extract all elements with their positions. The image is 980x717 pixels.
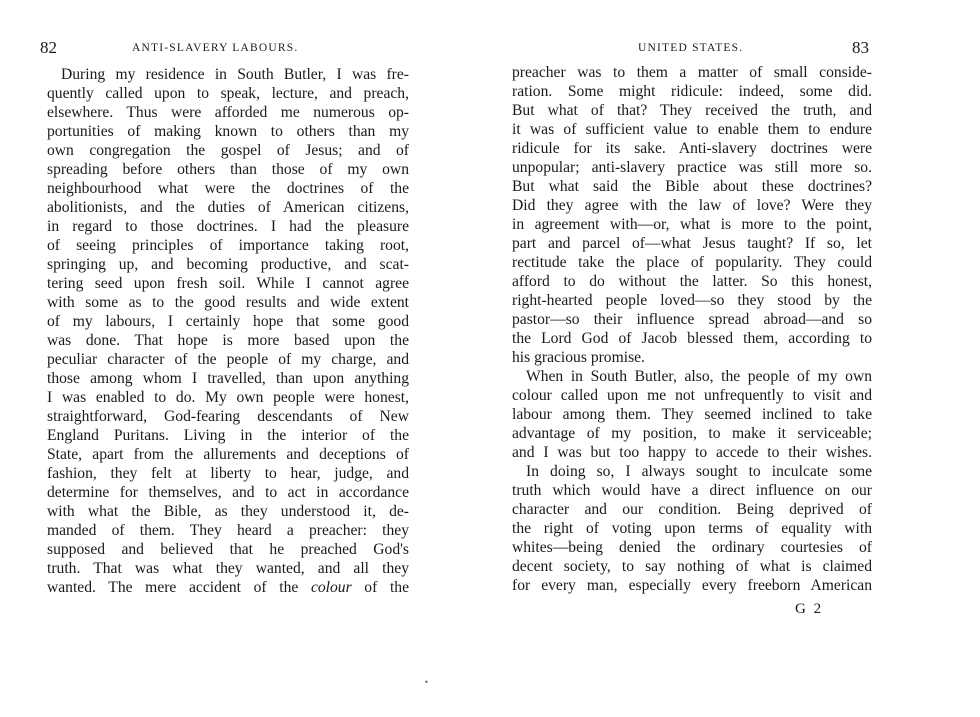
text-line: character and our condition. Being deprived of — [512, 501, 872, 518]
italic-word: colour — [310, 579, 352, 596]
text-line: truth which would have a direct influence on our — [512, 482, 872, 499]
left-body-text — [47, 65, 409, 597]
text-line: with some as to the good results and wide extent — [47, 294, 409, 311]
text-line: own congregation the gospel of Jesus; and of — [47, 142, 409, 159]
last-line-end: of the — [351, 579, 409, 596]
text-line: advantage of my position, to make it serviceable; — [512, 425, 872, 442]
text-line: was done. That hope is more based upon the — [47, 332, 409, 349]
text-line: tering seed upon fresh soil. While I cannot agree — [47, 275, 409, 292]
text-line: in regard to those doctrines. I had the pleasure — [47, 218, 409, 235]
text-line: manded of them. They heard a preacher: they — [47, 522, 409, 539]
text-line: During my residence in South Butler, I was fre- — [61, 66, 409, 83]
text-line: part and parcel of—what Jesus taught? If so, let — [512, 235, 872, 252]
text-line: it was of sufficient value to enable them to endure — [512, 121, 872, 138]
text-line: fashion, they felt at liberty to hear, judge, and — [47, 465, 409, 482]
text-line: State, apart from the allurements and deceptions of — [47, 446, 409, 463]
signature-mark: G 2 — [795, 601, 824, 617]
text-line: When in South Butler, also, the people of my own — [526, 368, 872, 385]
text-line: pastor—so their influence spread abroad—and so — [512, 311, 872, 328]
right-page-number: 83 — [852, 38, 869, 57]
text-line: determine for themselves, and to act in accordance — [47, 484, 409, 501]
text-line: ridicule for its sake. Anti-slavery doctrines were — [512, 140, 872, 157]
text-line: spreading before others than those of my own — [47, 161, 409, 178]
text-line: peculiar character of the people of my charge, and — [47, 351, 409, 368]
text-line: labour among them. They seemed inclined to take — [512, 406, 872, 423]
text-line: right-hearted people loved—so they stood by the — [512, 292, 872, 309]
text-line: In doing so, I always sought to inculcate some — [526, 463, 872, 480]
text-line: preacher was to them a matter of small conside- — [512, 64, 872, 81]
text-line: the right of voting upon terms of equality with — [512, 520, 872, 537]
text-line: England Puritans. Living in the interior of the — [47, 427, 409, 444]
last-line-start: wanted. The mere accident of the — [47, 579, 311, 596]
text-line — [47, 578, 409, 597]
text-line: afford to do without the latter. So this honest, — [512, 273, 872, 290]
right-body-text — [512, 63, 872, 595]
text-line: ration. Some might ridicule: indeed, some did. — [512, 83, 872, 100]
text-line: decent society, to say nothing of what is claimed — [512, 558, 872, 575]
text-line: in agreement with—or, what is more to the point, — [512, 216, 872, 233]
right-page — [490, 0, 980, 717]
text-line: the Lord God of Jacob blessed them, according to — [512, 330, 872, 347]
text-line: unpopular; anti-slavery practice was still more so. — [512, 159, 872, 176]
text-line: whites—being denied the ordinary courtesies of — [512, 539, 872, 556]
right-running-head: UNITED STATES. — [638, 42, 744, 54]
text-line: I was enabled to do. My own people were honest, — [47, 389, 409, 406]
text-line: for every man, especially every freeborn American — [512, 577, 872, 594]
text-line: of my labours, I certainly hope that some good — [47, 313, 409, 330]
text-line: truth. That was what they wanted, and all they — [47, 560, 409, 577]
text-line: Did they agree with the law of love? Were they — [512, 197, 872, 214]
text-line: straightforward, God-fearing descendants of New — [47, 408, 409, 425]
text-line: those among whom I travelled, than upon anything — [47, 370, 409, 387]
text-line: supposed and believed that he preached God's — [47, 541, 409, 558]
text-line: quently called upon to speak, lecture, and preach, — [47, 85, 409, 102]
text-line: colour called upon me not unfrequently to visit and — [512, 387, 872, 404]
text-line: springing up, and becoming productive, and scat- — [47, 256, 409, 273]
text-line: with what the Bible, as they understood it, de- — [47, 503, 409, 520]
text-line: and I was but too happy to accede to their wishes. — [512, 444, 872, 461]
text-line: of seeing principles of importance taking root, — [47, 237, 409, 254]
left-page-number: 82 — [40, 38, 57, 57]
text-line: rectitude take the place of popularity. They could — [512, 254, 872, 271]
text-line: elsewhere. Thus were afforded me numerous op- — [47, 104, 409, 121]
gutter-mark: • — [424, 678, 429, 687]
text-line: neighbourhood what were the doctrines of the — [47, 180, 409, 197]
text-line: abolitionists, and the duties of American citizens, — [47, 199, 409, 216]
text-line: But what of that? They received the truth, and — [512, 102, 872, 119]
text-line: his gracious promise. — [512, 349, 645, 366]
text-line: portunities of making known to others than my — [47, 123, 409, 140]
text-line: But what said the Bible about these doctrines? — [512, 178, 872, 195]
left-running-head: ANTI-SLAVERY LABOURS. — [132, 42, 299, 54]
